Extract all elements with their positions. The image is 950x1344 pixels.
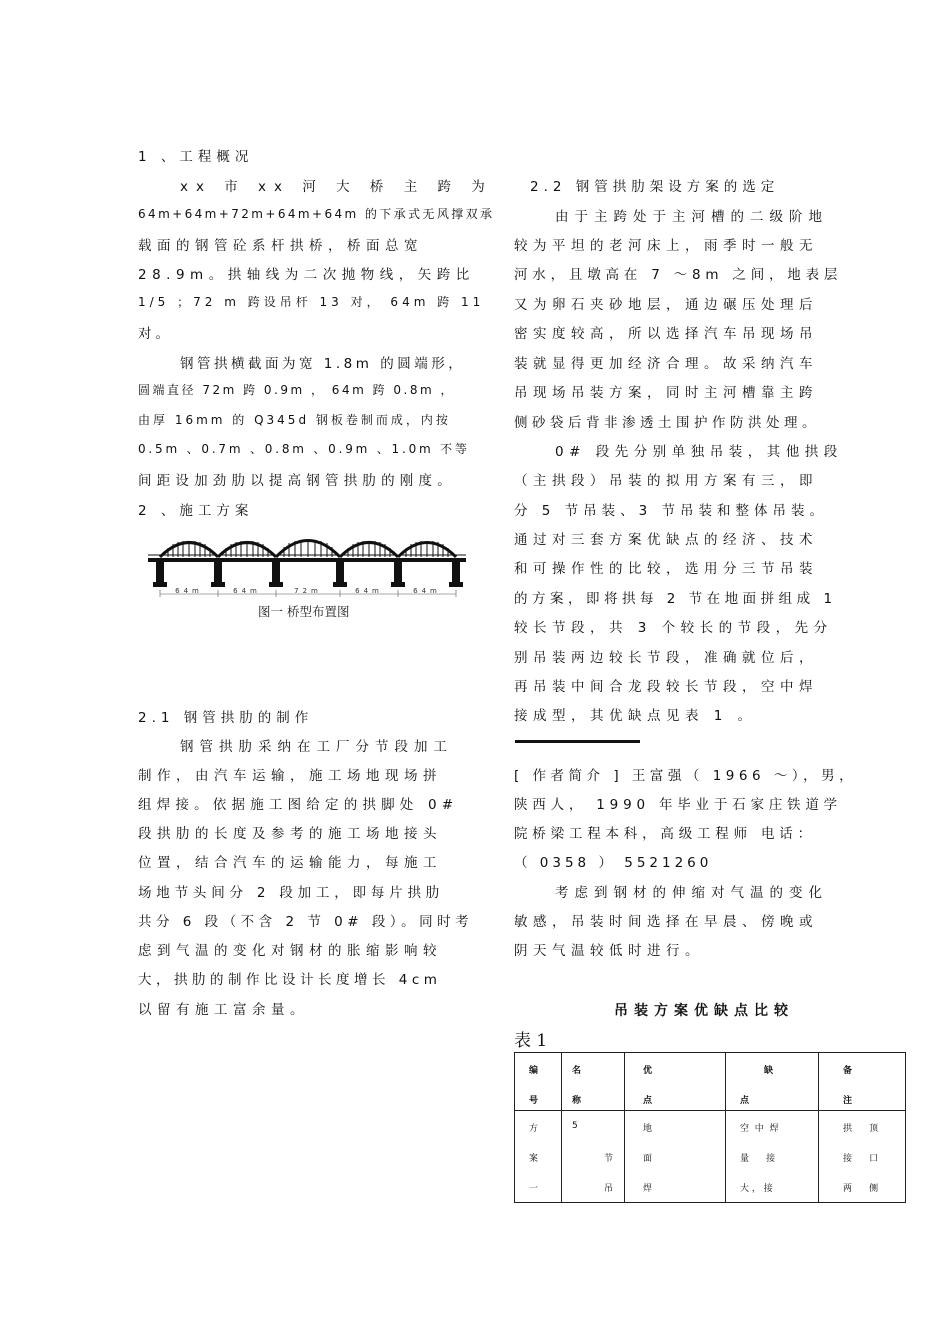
- text-line: 以留有施工富余量。: [138, 1002, 309, 1018]
- text-line: （主拱段）吊装的拟用方案有三，即: [514, 473, 818, 489]
- text-line: 考虑到钢材的伸缩对气温的变化: [555, 885, 828, 901]
- text-line: 场地节头间分 2 段加工，即每片拱肋: [138, 885, 445, 901]
- section-heading-2-2: 2.2 钢管拱肋架设方案的选定: [530, 179, 780, 195]
- text-line: 河水，且墩高在 7 ～8m 之间，地表层: [514, 267, 843, 283]
- header-text: 优: [643, 1066, 653, 1076]
- header-cell-disadvantages: [726, 1053, 818, 1110]
- text-line: 圆端直径 72m 跨 0.9m ， 64m 跨 0.8m ，: [138, 383, 455, 397]
- text-line: 又为卵石夹砂地层，通边碾压处理后: [514, 297, 818, 313]
- text-line: 由厚 16mm 的 Q345d 钢板卷制而成，内按: [138, 413, 451, 427]
- section-heading-2: 2 、施工方案: [138, 503, 254, 519]
- cell-text: 一: [529, 1184, 539, 1194]
- figure-caption: 图一 桥型布置图: [258, 604, 350, 619]
- footnote-divider: [515, 740, 640, 743]
- section-heading-2-1: 2.1 钢管拱肋的制作: [138, 710, 314, 726]
- table-cell: [515, 1111, 561, 1202]
- header-cell-remarks: [819, 1053, 905, 1110]
- text-line: [ 作者简介 ] 王富强（ 1966 ～），男，: [514, 768, 858, 784]
- cell-text: 节: [604, 1154, 614, 1164]
- header-text: 点: [740, 1096, 750, 1106]
- text-line: 0# 段先分别单独吊装，其他拱段: [555, 444, 843, 460]
- span-label: 64m: [233, 587, 261, 595]
- cell-text: 量 接: [740, 1154, 776, 1164]
- cell-text: 5: [572, 1121, 578, 1131]
- header-cell-number: [515, 1053, 561, 1110]
- cell-text: 两 侧: [843, 1184, 879, 1194]
- text-line: 装就显得更加经济合理。故采纳汽车: [514, 356, 818, 372]
- span-label: 64m: [413, 587, 441, 595]
- header-cell-advantages: [625, 1053, 725, 1110]
- span-label: 72m: [294, 587, 322, 595]
- text-line: 制作，由汽车运输，施工场地现场拼: [138, 768, 442, 784]
- cell-text: 地: [643, 1124, 653, 1134]
- text-line: 通过对三套方案优缺点的经济、技术: [514, 532, 818, 548]
- bridge-elevation-diagram: [148, 530, 466, 605]
- table-row: [515, 1111, 906, 1203]
- table-title: 吊装方案优缺点比较: [614, 1003, 794, 1019]
- text-line: 吊现场吊装方案，同时主河槽靠主跨: [514, 385, 818, 401]
- cell-text: 空 中 焊: [740, 1124, 779, 1134]
- text-line: 0.5m 、0.7m 、0.8m 、0.9m 、1.0m 不等: [138, 442, 470, 456]
- span-label: 64m: [355, 587, 383, 595]
- text-line: 别吊装两边较长节段，准确就位后，: [514, 650, 818, 666]
- cell-text: 案: [529, 1154, 539, 1164]
- text-line: 段拱肋的长度及参考的施工场地接头: [138, 826, 442, 842]
- table-label: 表 1: [514, 1031, 548, 1051]
- text-line: 由于主跨处于主河槽的二级阶地: [555, 209, 828, 225]
- cell-text: 面: [643, 1154, 653, 1164]
- text-line: 虑到气温的变化对钢材的胀缩影响较: [138, 943, 442, 959]
- header-cell-name: [562, 1053, 624, 1110]
- table-cell: [819, 1111, 905, 1202]
- header-text: 号: [529, 1096, 539, 1106]
- text-line: 位置，结合汽车的运输能力，每施工: [138, 855, 442, 871]
- text-line: 28.9m。拱轴线为二次抛物线，矢跨比: [138, 267, 475, 283]
- text-line: （ 0358 ） 5521260: [514, 855, 713, 871]
- cell-text: 吊: [604, 1184, 614, 1194]
- text-line: 钢管拱肋采纳在工厂分节段加工: [180, 739, 453, 755]
- header-text: 编: [529, 1066, 539, 1076]
- text-line: 载面的钢管砼系杆拱桥，桥面总宽: [138, 238, 423, 254]
- header-text: 名: [572, 1066, 582, 1076]
- text-line: 大，拱肋的制作比设计长度增长 4cm: [138, 972, 442, 988]
- text-line: 密实度较高，所以选择汽车吊现场吊: [514, 326, 818, 342]
- table-cell: [726, 1111, 818, 1202]
- cell-text: 大 ， 接: [740, 1184, 773, 1194]
- table-cell: [562, 1111, 624, 1202]
- text-line: 分 5 节吊装、3 节吊装和整体吊装。: [514, 503, 829, 519]
- text-line: 组焊接。依据施工图给定的拱脚处 0#: [138, 797, 459, 813]
- header-text: 备: [843, 1066, 853, 1076]
- text-line: 共分 6 段（不含 2 节 0# 段）。同时考: [138, 914, 474, 930]
- header-text: 缺: [764, 1066, 774, 1076]
- text-line: 1/5 ；72 m 跨设吊杆 13 对， 64m 跨 11: [138, 295, 485, 309]
- text-line: 较为平坦的老河床上，雨季时一般无: [514, 238, 818, 254]
- bridge-figure: [148, 530, 466, 625]
- text-line: 和可操作性的比较，选用分三节吊装: [514, 561, 818, 577]
- text-line: 较长节段，共 3 个较长的节段，先分: [514, 620, 833, 636]
- comparison-table: [514, 1052, 906, 1203]
- text-line: 阴天气温较低时进行。: [514, 943, 704, 959]
- cell-text: 方: [529, 1124, 539, 1134]
- text-line: 陕西人， 1990 年毕业于石家庄铁道学: [514, 797, 842, 813]
- text-line: 64m+64m+72m+64m+64m 的下承式无风撑双承: [138, 207, 495, 221]
- text-line: 院桥梁工程本科，高级工程师 电话：: [514, 826, 816, 842]
- text-line: 对。: [138, 326, 173, 342]
- text-line: 侧砂袋后背非渗透土围护作防洪处理。: [514, 415, 820, 431]
- cell-text: 焊: [643, 1184, 653, 1194]
- text-line: 敏感，吊装时间选择在早晨、傍晚或: [514, 914, 818, 930]
- table-cell: [625, 1111, 725, 1202]
- header-text: 注: [843, 1096, 853, 1106]
- table-header-row: [515, 1053, 906, 1111]
- text-line: 再吊装中间合龙段较长节段，空中焊: [514, 679, 818, 695]
- text-line: xx 市 xx 河 大 桥 主 跨 为: [180, 179, 493, 195]
- header-text: 点: [643, 1096, 653, 1106]
- cell-text: 拱 顶: [843, 1124, 879, 1134]
- text-line: 接成型，其优缺点见表 1 。: [514, 708, 757, 724]
- span-label: 64m: [175, 587, 203, 595]
- cell-text: 接 口: [843, 1154, 879, 1164]
- section-heading-1: 1 、工程概况: [138, 149, 254, 165]
- text-line: 钢管拱横截面为宽 1.8m 的圆端形，: [180, 356, 466, 372]
- text-line: 间距设加劲肋以提高钢管拱肋的刚度。: [138, 473, 456, 489]
- header-text: 称: [572, 1096, 582, 1106]
- text-line: 的方案，即将拱每 2 节在地面拼组成 1: [514, 591, 837, 607]
